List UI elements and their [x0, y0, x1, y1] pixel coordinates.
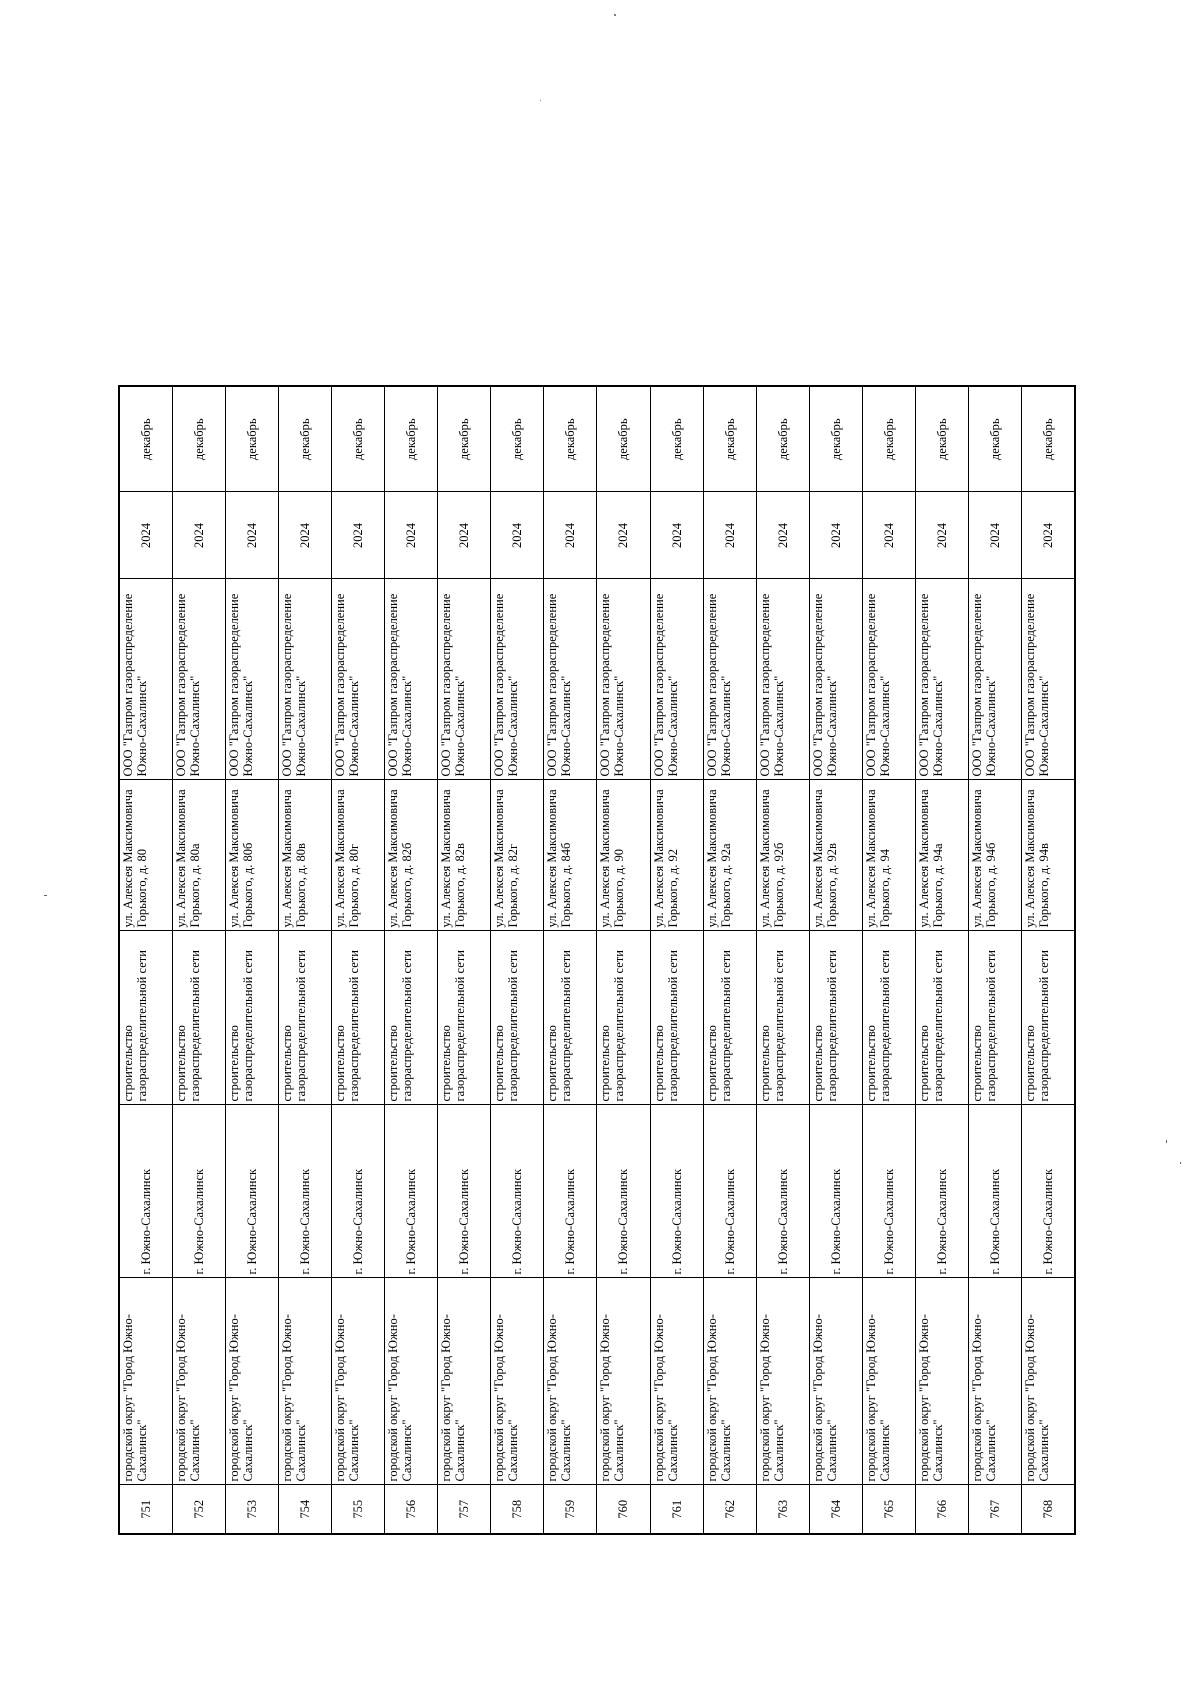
planned-year-cell: 2024: [650, 492, 703, 579]
planned-month-cell: декабрь: [650, 386, 703, 492]
object-address-cell: ул. Алексея Максимовича Горького, д. 92а: [703, 780, 756, 931]
planned-month-cell: декабрь: [173, 386, 226, 492]
locality-cell: г. Южно-Сахалинск: [173, 1105, 226, 1278]
row-number-cell: 768: [1021, 1485, 1075, 1534]
table-row: [862, 386, 915, 1534]
municipal-district-cell: городской округ "Город Южно-Сахалинск": [968, 1278, 1021, 1485]
scan-speck: [614, 14, 616, 16]
table-row: [226, 386, 279, 1534]
planned-month-cell: декабрь: [279, 386, 332, 492]
planned-month-cell: декабрь: [756, 386, 809, 492]
work-type-cell: строительство газораспределительной сети: [597, 931, 650, 1105]
row-number-cell: 760: [597, 1485, 650, 1534]
row-number-cell: 766: [915, 1485, 968, 1534]
municipal-district-cell: городской округ "Город Южно-Сахалинск": [385, 1278, 438, 1485]
planned-year-cell: 2024: [597, 492, 650, 579]
locality-cell: г. Южно-Сахалинск: [862, 1105, 915, 1278]
table-row: [703, 386, 756, 1534]
locality-cell: г. Южно-Сахалинск: [597, 1105, 650, 1278]
planned-year-cell: 2024: [438, 492, 491, 579]
table-row: [332, 386, 385, 1534]
row-number-cell: 765: [862, 1485, 915, 1534]
locality-cell: г. Южно-Сахалинск: [756, 1105, 809, 1278]
network-owner-cell: ООО "Газпром газораспределение Южно-Сахалинск": [915, 579, 968, 780]
network-owner-cell: ООО "Газпром газораспределение Южно-Сахалинск": [862, 579, 915, 780]
row-number-cell: 758: [491, 1485, 544, 1534]
row-number-cell: 762: [703, 1485, 756, 1534]
planned-year-cell: 2024: [279, 492, 332, 579]
work-type-cell: строительство газораспределительной сети: [385, 931, 438, 1105]
table-row: [1021, 386, 1075, 1534]
network-owner-cell: ООО "Газпром газораспределение Южно-Сахалинск": [968, 579, 1021, 780]
table-row: [597, 386, 650, 1534]
network-owner-cell: ООО "Газпром газораспределение Южно-Сахалинск": [385, 579, 438, 780]
table-row: [173, 386, 226, 1534]
planned-month-cell: декабрь: [862, 386, 915, 492]
network-owner-cell: ООО "Газпром газораспределение Южно-Сахалинск": [597, 579, 650, 780]
object-address-cell: ул. Алексея Максимовича Горького, д. 82в: [438, 780, 491, 931]
table-row: [279, 386, 332, 1534]
table-row: [650, 386, 703, 1534]
network-owner-cell: ООО "Газпром газораспределение Южно-Сахалинск": [173, 579, 226, 780]
locality-cell: г. Южно-Сахалинск: [544, 1105, 597, 1278]
municipal-district-cell: городской округ "Город Южно-Сахалинск": [650, 1278, 703, 1485]
row-number-cell: 754: [279, 1485, 332, 1534]
row-number-cell: 753: [226, 1485, 279, 1534]
network-owner-cell: ООО "Газпром газораспределение Южно-Сахалинск": [1021, 579, 1075, 780]
planned-year-cell: 2024: [703, 492, 756, 579]
object-address-cell: ул. Алексея Максимовича Горького, д. 80б: [226, 780, 279, 931]
work-type-cell: строительство газораспределительной сети: [703, 931, 756, 1105]
planned-month-cell: декабрь: [968, 386, 1021, 492]
table-row: [491, 386, 544, 1534]
row-number-cell: 761: [650, 1485, 703, 1534]
planned-month-cell: декабрь: [385, 386, 438, 492]
object-address-cell: ул. Алексея Максимовича Горького, д. 94б: [968, 780, 1021, 931]
object-address-cell: ул. Алексея Максимовича Горького, д. 80в: [279, 780, 332, 931]
municipal-district-cell: городской округ "Город Южно-Сахалинск": [597, 1278, 650, 1485]
planned-year-cell: 2024: [1021, 492, 1075, 579]
planned-year-cell: 2024: [862, 492, 915, 579]
object-address-cell: ул. Алексея Максимовича Горького, д. 92: [650, 780, 703, 931]
locality-cell: г. Южно-Сахалинск: [119, 1105, 173, 1278]
work-type-cell: строительство газораспределительной сети: [1021, 931, 1075, 1105]
planned-month-cell: декабрь: [597, 386, 650, 492]
object-address-cell: ул. Алексея Максимовича Горького, д. 94а: [915, 780, 968, 931]
network-owner-cell: ООО "Газпром газораспределение Южно-Сахалинск": [650, 579, 703, 780]
work-type-cell: строительство газораспределительной сети: [756, 931, 809, 1105]
table-row: [968, 386, 1021, 1534]
table-row: [119, 386, 173, 1534]
work-type-cell: строительство газораспределительной сети: [119, 931, 173, 1105]
planned-month-cell: декабрь: [915, 386, 968, 492]
work-type-cell: строительство газораспределительной сети: [968, 931, 1021, 1105]
planned-year-cell: 2024: [173, 492, 226, 579]
object-address-cell: ул. Алексея Максимовича Горького, д. 84б: [544, 780, 597, 931]
object-address-cell: ул. Алексея Максимовича Горького, д. 92б: [756, 780, 809, 931]
work-type-cell: строительство газораспределительной сети: [650, 931, 703, 1105]
table-row: [544, 386, 597, 1534]
locality-cell: г. Южно-Сахалинск: [703, 1105, 756, 1278]
municipal-district-cell: городской округ "Город Южно-Сахалинск": [173, 1278, 226, 1485]
scan-speck: [540, 100, 541, 101]
object-address-cell: ул. Алексея Максимовича Горького, д. 94в: [1021, 780, 1075, 931]
planned-month-cell: декабрь: [332, 386, 385, 492]
planned-year-cell: 2024: [756, 492, 809, 579]
network-owner-cell: ООО "Газпром газораспределение Южно-Сахалинск": [279, 579, 332, 780]
locality-cell: г. Южно-Сахалинск: [915, 1105, 968, 1278]
locality-cell: г. Южно-Сахалинск: [438, 1105, 491, 1278]
work-type-cell: строительство газораспределительной сети: [491, 931, 544, 1105]
work-type-cell: строительство газораспределительной сети: [226, 931, 279, 1105]
table-row: [915, 386, 968, 1534]
network-owner-cell: ООО "Газпром газораспределение Южно-Сахалинск": [332, 579, 385, 780]
row-number-cell: 763: [756, 1485, 809, 1534]
planned-year-cell: 2024: [968, 492, 1021, 579]
row-number-cell: 757: [438, 1485, 491, 1534]
planned-month-cell: декабрь: [1021, 386, 1075, 492]
row-number-cell: 752: [173, 1485, 226, 1534]
object-address-cell: ул. Алексея Максимовича Горького, д. 80г: [332, 780, 385, 931]
planned-year-cell: 2024: [809, 492, 862, 579]
planned-year-cell: 2024: [915, 492, 968, 579]
network-owner-cell: ООО "Газпром газораспределение Южно-Сахалинск": [438, 579, 491, 780]
planned-month-cell: декабрь: [703, 386, 756, 492]
municipal-district-cell: городской округ "Город Южно-Сахалинск": [279, 1278, 332, 1485]
municipal-district-cell: городской округ "Город Южно-Сахалинск": [862, 1278, 915, 1485]
row-number-cell: 756: [385, 1485, 438, 1534]
locality-cell: г. Южно-Сахалинск: [279, 1105, 332, 1278]
work-type-cell: строительство газораспределительной сети: [809, 931, 862, 1105]
network-owner-cell: ООО "Газпром газораспределение Южно-Сахалинск": [491, 579, 544, 780]
planned-year-cell: 2024: [385, 492, 438, 579]
municipal-district-cell: городской округ "Город Южно-Сахалинск": [703, 1278, 756, 1485]
work-type-cell: строительство газораспределительной сети: [862, 931, 915, 1105]
work-type-cell: строительство газораспределительной сети: [915, 931, 968, 1105]
municipal-district-cell: городской округ "Город Южно-Сахалинск": [491, 1278, 544, 1485]
row-number-cell: 764: [809, 1485, 862, 1534]
municipal-district-cell: городской округ "Город Южно-Сахалинск": [332, 1278, 385, 1485]
municipal-district-cell: городской округ "Город Южно-Сахалинск": [809, 1278, 862, 1485]
planned-year-cell: 2024: [226, 492, 279, 579]
planned-month-cell: декабрь: [491, 386, 544, 492]
locality-cell: г. Южно-Сахалинск: [491, 1105, 544, 1278]
planned-year-cell: 2024: [491, 492, 544, 579]
row-number-cell: 751: [119, 1485, 173, 1534]
scan-speck: [1180, 1162, 1181, 1164]
locality-cell: г. Южно-Сахалинск: [1021, 1105, 1075, 1278]
locality-cell: г. Южно-Сахалинск: [226, 1105, 279, 1278]
work-type-cell: строительство газораспределительной сети: [279, 931, 332, 1105]
municipal-district-cell: городской округ "Город Южно-Сахалинск": [756, 1278, 809, 1485]
table-row: [809, 386, 862, 1534]
network-owner-cell: ООО "Газпром газораспределение Южно-Сахалинск": [544, 579, 597, 780]
municipal-district-cell: городской округ "Город Южно-Сахалинск": [119, 1278, 173, 1485]
row-number-cell: 759: [544, 1485, 597, 1534]
planned-year-cell: 2024: [119, 492, 173, 579]
registry-body: [119, 386, 1075, 1534]
municipal-district-cell: городской округ "Город Южно-Сахалинск": [1021, 1278, 1075, 1485]
row-number-cell: 755: [332, 1485, 385, 1534]
network-owner-cell: ООО "Газпром газораспределение Южно-Сахалинск": [119, 579, 173, 780]
scan-speck: [44, 895, 47, 896]
planned-month-cell: декабрь: [438, 386, 491, 492]
row-number-cell: 767: [968, 1485, 1021, 1534]
planned-month-cell: декабрь: [119, 386, 173, 492]
table-row: [438, 386, 491, 1534]
scan-speck: [1166, 1140, 1167, 1143]
object-address-cell: ул. Алексея Максимовича Горького, д. 94: [862, 780, 915, 931]
table-row: [756, 386, 809, 1534]
municipal-district-cell: городской округ "Город Южно-Сахалинск": [915, 1278, 968, 1485]
network-owner-cell: ООО "Газпром газораспределение Южно-Сахалинск": [809, 579, 862, 780]
registry-table: [118, 385, 1076, 1535]
planned-year-cell: 2024: [332, 492, 385, 579]
object-address-cell: ул. Алексея Максимовича Горького, д. 82г: [491, 780, 544, 931]
work-type-cell: строительство газораспределительной сети: [173, 931, 226, 1105]
planned-month-cell: декабрь: [809, 386, 862, 492]
object-address-cell: ул. Алексея Максимовича Горького, д. 80а: [173, 780, 226, 931]
object-address-cell: ул. Алексея Максимовича Горького, д. 90: [597, 780, 650, 931]
work-type-cell: строительство газораспределительной сети: [332, 931, 385, 1105]
locality-cell: г. Южно-Сахалинск: [650, 1105, 703, 1278]
locality-cell: г. Южно-Сахалинск: [385, 1105, 438, 1278]
municipal-district-cell: городской округ "Город Южно-Сахалинск": [544, 1278, 597, 1485]
municipal-district-cell: городской округ "Город Южно-Сахалинск": [226, 1278, 279, 1485]
table-row: [385, 386, 438, 1534]
gas-network-registry-table: [118, 387, 1076, 1535]
work-type-cell: строительство газораспределительной сети: [544, 931, 597, 1105]
locality-cell: г. Южно-Сахалинск: [968, 1105, 1021, 1278]
work-type-cell: строительство газораспределительной сети: [438, 931, 491, 1105]
municipal-district-cell: городской округ "Город Южно-Сахалинск": [438, 1278, 491, 1485]
object-address-cell: ул. Алексея Максимовича Горького, д. 92в: [809, 780, 862, 931]
object-address-cell: ул. Алексея Максимовича Горького, д. 82б: [385, 780, 438, 931]
network-owner-cell: ООО "Газпром газораспределение Южно-Сахалинск": [703, 579, 756, 780]
planned-month-cell: декабрь: [226, 386, 279, 492]
planned-month-cell: декабрь: [544, 386, 597, 492]
planned-year-cell: 2024: [544, 492, 597, 579]
locality-cell: г. Южно-Сахалинск: [332, 1105, 385, 1278]
network-owner-cell: ООО "Газпром газораспределение Южно-Сахалинск": [756, 579, 809, 780]
locality-cell: г. Южно-Сахалинск: [809, 1105, 862, 1278]
network-owner-cell: ООО "Газпром газораспределение Южно-Сахалинск": [226, 579, 279, 780]
object-address-cell: ул. Алексея Максимовича Горького, д. 80: [119, 780, 173, 931]
